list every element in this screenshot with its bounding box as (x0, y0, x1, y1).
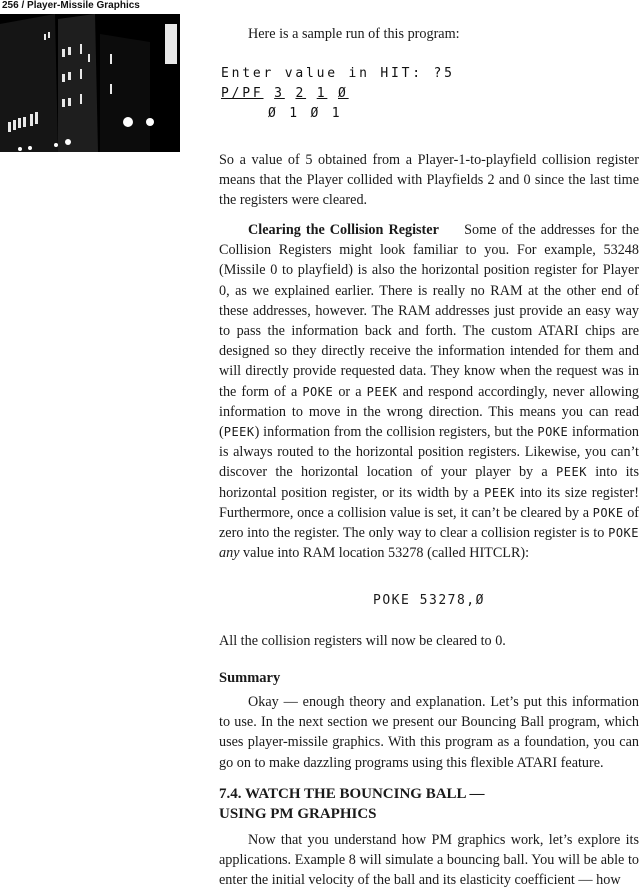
clearing-heading: Clearing the Collision Register (248, 222, 439, 238)
section-intro-text: Now that you understand how PM graphics work, let’s explore its applications. Example 8 will simulate a bouncing ball. You will be able to enter the initial velocity of the ball and its elasticity coefficient — how (219, 832, 639, 889)
city-night-photo (0, 14, 180, 152)
sample-run-prompt: Enter value in HIT: ?5 (221, 66, 455, 81)
label-2: 2 (295, 86, 307, 101)
summary-text: Okay — enough theory and explanation. Let’s put this information to use. In the next section we present our Bouncing Ball program, which uses player-missile graphics. With this program as a foundation, you can go on to make dazzling programs using this flexible ATARI feature. (219, 694, 639, 771)
label-3: 3 (274, 86, 285, 101)
running-head: 256 / Player-Missile Graphics (2, 0, 140, 11)
result-paragraph: So a value of 5 obtained from a Player-1-to-playfield collision register means that the Player collided with Playfields 2 and 0 since the last time the registers were cleared. (219, 152, 639, 209)
sample-run-values: Ø 1 Ø 1 (268, 106, 343, 121)
poke-hitclr-command: POKE 53278,Ø (373, 593, 485, 608)
sample-run-labels (221, 86, 349, 101)
summary-heading: Summary (219, 670, 281, 686)
label-ppf: P/PF (221, 86, 264, 101)
clearing-paragraph: Clearing the Collision Register Some of the addresses for the Collision Registers might look familiar to you. For example, 53248 (Missile 0 to playfield) is also the horizontal position register for Player 0, as we explained earlier. There is really no RAM at the other end of these addresses, however. The RAM addresses just provide an easy way to pass the information back and forth. The custom ATARI chips are designed so they directly receive the information intended for them and will directly provide requested data. They know when the request was in the form of a POKE or a PEEK and respond accordingly, never allowing information to move in the wrong direction. This means you can read (PEEK) information from the collision registers, but the POKE information is always routed to the horizontal position registers. Likewise, you can’t discover the horizontal location of your player by a PEEK into its horizontal position register, or its width by a PEEK into its size register! Furthermore, once a collision value is set, it can’t be cleared by a POKE of zero into the register. The only way to clear a collision register is to POKE any value into RAM location 53278 (called HITCLR): (219, 222, 640, 562)
section-title-line1: 7.4. WATCH THE BOUNCING BALL — (219, 786, 485, 802)
city-night-photo-graphic (0, 14, 180, 152)
intro-text: Here is a sample run of this program: (248, 26, 460, 42)
label-1: 1 (316, 86, 328, 101)
section-title-line2: USING PM GRAPHICS (219, 806, 377, 822)
cleared-text: All the collision registers will now be cleared to 0. (219, 633, 506, 649)
label-0: Ø (338, 86, 349, 101)
